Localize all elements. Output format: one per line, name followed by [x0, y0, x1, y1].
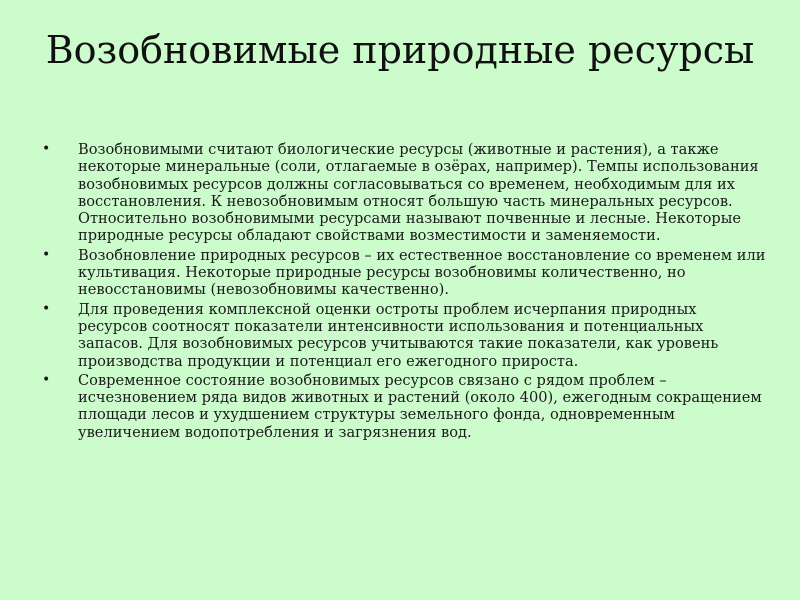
slide-title: Возобновимые природные ресурсы [45, 28, 755, 72]
bullet-item [36, 141, 766, 245]
bullet-dot-icon: • [42, 246, 51, 263]
bullet-dot-icon: • [42, 141, 51, 157]
bullet-dot-icon: • [42, 371, 51, 388]
bullet-list [36, 141, 766, 443]
bullet-text: Современное состояние возобновимых ресурсов связано с рядом проблем – исчезновением ряда видов животных и растений (около 400), ежегодным сокращением площади лесов и ухудшением структуры земельного фонда, одновременным увеличением водопотребления и загрязнения вод. [78, 371, 762, 441]
bullet-text: Возобновимыми считают биологические ресурсы (животные и растения), а также некоторые минеральные (соли, отлагаемые в озёрах, например). Темпы использования возобновимых ресурсов должны согласовываться со временем, необходимым для их восстановления. К невозобновимым относят большую часть минеральных ресурсов. Относительно возобновимыми ресурсами называют почвенные и лесные. Некоторые природные ресурсы обладают свойствами возместимости и заменяемости. [78, 141, 759, 245]
bullet-item [36, 301, 766, 370]
bullet-dot-icon: • [42, 300, 51, 317]
bullet-item [36, 372, 766, 441]
bullet-text: Для проведения комплексной оценки остроты проблем исчерпания природных ресурсов соотносят показатели интенсивности использования и потенциальных запасов. Для возобновимых ресурсов учитываются такие показатели, как уровень производства продукции и потенциал его ежегодного прироста. [78, 300, 719, 370]
bullet-item [36, 247, 766, 299]
bullet-text: Возобновление природных ресурсов – их естественное восстановление со временем или культивация. Некоторые природные ресурсы возобновимы количественно, но невосстановимы (невозобновимы качественно). [78, 246, 766, 299]
